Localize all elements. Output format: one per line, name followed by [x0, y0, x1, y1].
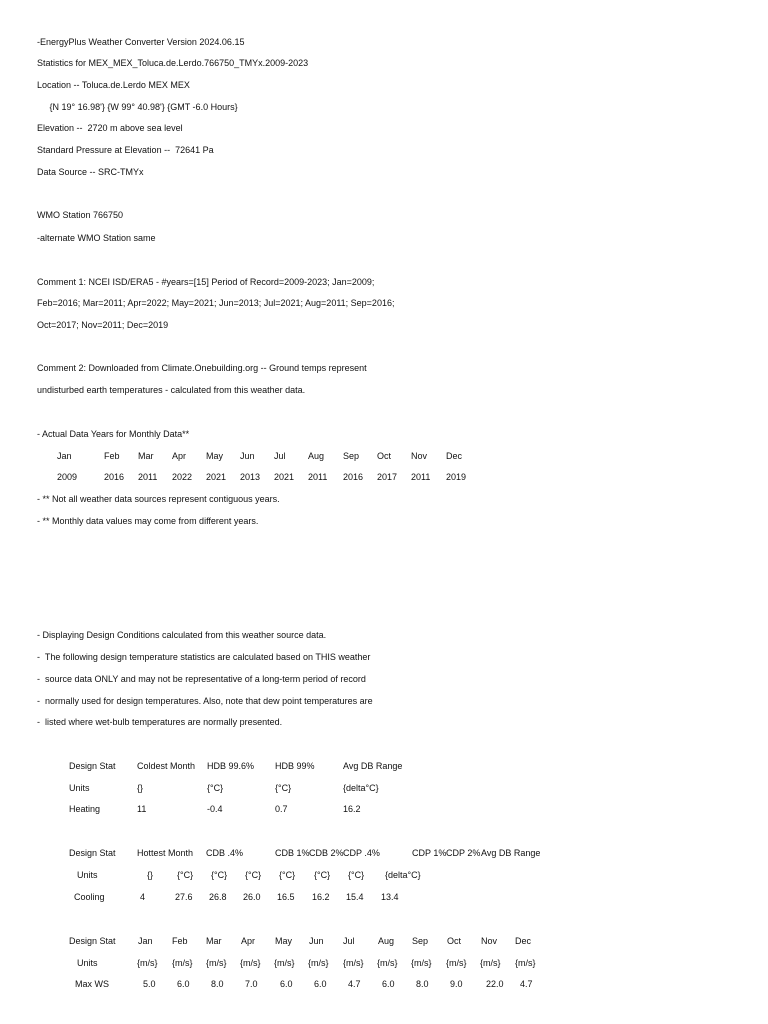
cooling-header-cell: Hottest Month — [137, 848, 194, 858]
wind-value-cell: 5.0 — [143, 979, 156, 989]
design-intro-line: - source data ONLY and may not be representative of a long-term period of record — [37, 674, 366, 684]
cooling-units-cell: {°C} — [211, 870, 228, 880]
wmo-station-line: WMO Station 766750 — [37, 210, 124, 220]
heating-header-cell: HDB 99% — [275, 761, 315, 771]
alternate-wmo-line: -alternate WMO Station same — [37, 233, 156, 243]
actual-years-note: - ** Monthly data values may come from different years. — [37, 516, 259, 526]
cooling-header-cell: CDB 1% — [275, 848, 310, 858]
heating-value-cell: 11 — [137, 804, 147, 814]
month-header: Nov — [411, 451, 428, 461]
elevation-line: Elevation -- 2720 m above sea level — [37, 123, 183, 133]
wind-value-cell: 6.0 — [177, 979, 190, 989]
wind-header-cell: Jan — [138, 936, 153, 946]
heating-units-cell: Units — [69, 783, 90, 793]
heating-value-cell: 16.2 — [343, 804, 361, 814]
wind-units-cell: {m/s} — [137, 958, 158, 968]
wind-value-cell: 7.0 — [245, 979, 258, 989]
wind-units-cell: {m/s} — [480, 958, 501, 968]
data-year-value: 2011 — [138, 472, 158, 482]
wind-header-cell: Mar — [206, 936, 222, 946]
standard-pressure-line: Standard Pressure at Elevation -- 72641 Pa — [37, 145, 214, 155]
wind-value-cell: 8.0 — [211, 979, 224, 989]
wind-units-cell: {m/s} — [411, 958, 432, 968]
month-header: May — [206, 451, 224, 461]
month-header: Mar — [138, 451, 154, 461]
comment-1-line: Feb=2016; Mar=2011; Apr=2022; May=2021; Jun=2013; Jul=2021; Aug=2011; Sep=2016; — [37, 298, 395, 308]
month-header: Jun — [240, 451, 255, 461]
month-header: Jul — [274, 451, 286, 461]
heating-header-cell: Avg DB Range — [343, 761, 403, 771]
wind-value-cell: 9.0 — [450, 979, 463, 989]
cooling-value-cell: 15.4 — [346, 892, 364, 902]
heating-units-cell: {°C} — [275, 783, 292, 793]
cooling-units-cell: {delta°C} — [385, 870, 421, 880]
cooling-units-cell: Units — [77, 870, 98, 880]
cooling-header-cell: CDB 2% — [309, 848, 344, 858]
comment-1-line: Comment 1: NCEI ISD/ERA5 - #years=[15] Period of Record=2009-2023; Jan=2009; — [37, 277, 375, 287]
wind-value-cell: 6.0 — [314, 979, 327, 989]
wind-value-cell: 22.0 — [486, 979, 504, 989]
wind-units-cell: {m/s} — [446, 958, 467, 968]
wind-header-cell: Feb — [172, 936, 188, 946]
cooling-value-cell: 16.2 — [312, 892, 330, 902]
cooling-units-cell: {°C} — [279, 870, 296, 880]
cooling-header-cell: Design Stat — [69, 848, 116, 858]
cooling-value-cell: Cooling — [74, 892, 105, 902]
wind-header-cell: Nov — [481, 936, 498, 946]
wind-header-cell: Design Stat — [69, 936, 116, 946]
heating-value-cell: 0.7 — [275, 804, 288, 814]
comment-2-line: undisturbed earth temperatures - calculated from this weather data. — [37, 385, 306, 395]
heating-header-cell: Coldest Month — [137, 761, 196, 771]
data-year-value: 2013 — [240, 472, 261, 482]
heating-units-cell: {°C} — [207, 783, 224, 793]
cooling-units-cell: {} — [147, 870, 154, 880]
wind-value-cell: 6.0 — [280, 979, 293, 989]
statistics-title-line: Statistics for MEX_MEX_Toluca.de.Lerdo.766750_TMYx.2009-2023 — [37, 58, 309, 68]
data-year-value: 2016 — [104, 472, 125, 482]
data-year-value: 2009 — [57, 472, 78, 482]
heating-header-cell: Design Stat — [69, 761, 116, 771]
cooling-units-cell: {°C} — [314, 870, 331, 880]
data-year-value: 2021 — [206, 472, 227, 482]
month-header: Oct — [377, 451, 392, 461]
heating-units-cell: {delta°C} — [343, 783, 379, 793]
wind-header-cell: Aug — [378, 936, 395, 946]
data-year-value: 2017 — [377, 472, 398, 482]
heating-header-cell: HDB 99.6% — [207, 761, 255, 771]
data-year-value: 2016 — [343, 472, 364, 482]
wind-units-cell: {m/s} — [206, 958, 227, 968]
wind-value-cell: 8.0 — [416, 979, 429, 989]
wind-units-cell: Units — [77, 958, 98, 968]
wind-header-cell: Sep — [412, 936, 429, 946]
location-line: Location -- Toluca.de.Lerdo MEX MEX — [37, 80, 190, 90]
wind-value-cell: 6.0 — [382, 979, 395, 989]
actual-data-years-title: - Actual Data Years for Monthly Data** — [37, 429, 190, 439]
cooling-value-cell: 13.4 — [381, 892, 399, 902]
data-year-value: 2011 — [411, 472, 431, 482]
wind-units-cell: {m/s} — [274, 958, 295, 968]
month-header: Dec — [446, 451, 463, 461]
wind-header-cell: Oct — [447, 936, 462, 946]
converter-version-line: -EnergyPlus Weather Converter Version 2024.06.15 — [37, 37, 245, 47]
actual-years-note: - ** Not all weather data sources represent contiguous years. — [37, 494, 280, 504]
cooling-value-cell: 27.6 — [175, 892, 193, 902]
wind-value-cell: 4.7 — [348, 979, 361, 989]
cooling-header-cell: CDP 2% — [446, 848, 481, 858]
cooling-value-cell: 26.0 — [243, 892, 261, 902]
month-header: Aug — [308, 451, 325, 461]
cooling-header-cell: CDP 1% — [412, 848, 447, 858]
data-year-value: 2019 — [446, 472, 467, 482]
wind-header-cell: Jul — [343, 936, 355, 946]
wind-units-cell: {m/s} — [240, 958, 261, 968]
cooling-value-cell: 26.8 — [209, 892, 227, 902]
wind-header-cell: Jun — [309, 936, 324, 946]
design-intro-line: - Displaying Design Conditions calculated from this weather source data. — [37, 630, 327, 640]
heating-units-cell: {} — [137, 783, 144, 793]
cooling-header-cell: CDB .4% — [206, 848, 244, 858]
wind-header-cell: May — [275, 936, 293, 946]
data-year-value: 2021 — [274, 472, 295, 482]
comment-1-line: Oct=2017; Nov=2011; Dec=2019 — [37, 320, 169, 330]
cooling-units-cell: {°C} — [245, 870, 262, 880]
wind-units-cell: {m/s} — [343, 958, 364, 968]
wind-value-cell: 4.7 — [520, 979, 533, 989]
heating-value-cell: Heating — [69, 804, 101, 814]
heating-value-cell: -0.4 — [207, 804, 223, 814]
month-header: Apr — [172, 451, 187, 461]
wind-header-cell: Dec — [515, 936, 532, 946]
cooling-value-cell: 4 — [140, 892, 146, 902]
coordinates-line: {N 19° 16.98'} {W 99° 40.98'} {GMT -6.0 Hours} — [37, 102, 238, 112]
data-source-line: Data Source -- SRC-TMYx — [37, 167, 144, 177]
cooling-units-cell: {°C} — [348, 870, 365, 880]
wind-value-cell: Max WS — [75, 979, 110, 989]
wind-units-cell: {m/s} — [172, 958, 193, 968]
wind-units-cell: {m/s} — [377, 958, 398, 968]
cooling-units-cell: {°C} — [177, 870, 194, 880]
cooling-header-cell: CDP .4% — [343, 848, 380, 858]
design-intro-line: - listed where wet-bulb temperatures are normally presented. — [37, 717, 283, 727]
wind-units-cell: {m/s} — [515, 958, 536, 968]
month-header: Feb — [104, 451, 120, 461]
cooling-header-cell: Avg DB Range — [481, 848, 541, 858]
design-intro-line: - normally used for design temperatures. Also, note that dew point temperatures are — [37, 696, 373, 706]
month-header: Jan — [57, 451, 72, 461]
design-intro-line: - The following design temperature statistics are calculated based on THIS weather — [37, 652, 371, 662]
wind-units-cell: {m/s} — [308, 958, 329, 968]
comment-2-line: Comment 2: Downloaded from Climate.Onebuilding.org -- Ground temps represent — [37, 363, 367, 373]
data-year-value: 2022 — [172, 472, 193, 482]
month-header: Sep — [343, 451, 360, 461]
wind-header-cell: Apr — [241, 936, 256, 946]
cooling-value-cell: 16.5 — [277, 892, 295, 902]
data-year-value: 2011 — [308, 472, 328, 482]
